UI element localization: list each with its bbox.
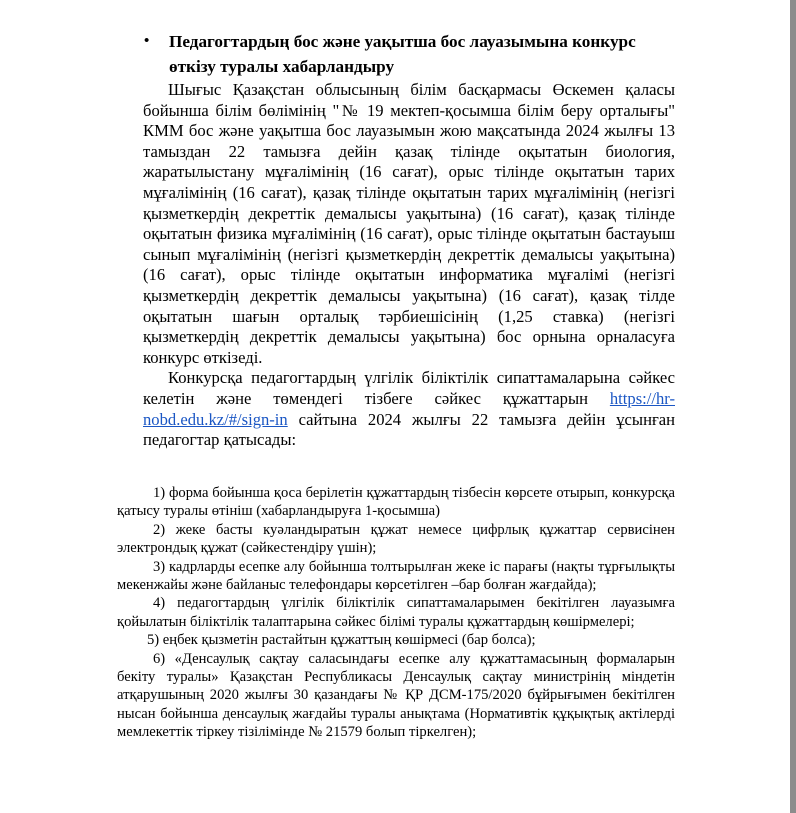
list-item: 3) кадрларды есепке алу бойынша толтырылған жеке іс парағы (нақты тұрғылықты мекенжайы және байланыс телефондары көрсетілген –бар болған жағдайда);: [117, 558, 675, 594]
hr-nobd-link[interactable]: https://hr-nobd.edu.kz/#/sign-in: [143, 388, 675, 429]
list-item: 5) еңбек қызметін растайтын құжаттың көшірмесі (бар болса);: [147, 632, 536, 649]
paragraph-requirements-end: сайтына 2024 жылғы 22 тамызға дейін ұсынған педагогтар қатысады:: [143, 409, 675, 450]
paragraph-requirements-start: Конкурсқа педагогтардың үлгілік біліктілік сипаттамаларына сәйкес келетін және төмендегі тізбеге сәйкес құжаттарын: [143, 368, 675, 408]
documents-list: [117, 484, 675, 742]
list-item: 4) педагогтардың үлгілік біліктілік сипаттамаларымен бекітілген лауазымға қойылатын біліктілік талаптарына сәйкес білімі туралы құжаттардың көшірмелері;: [117, 595, 675, 630]
paragraph-requirements: [143, 368, 675, 450]
list-item: 1) форма бойынша қоса берілетін құжаттардың тізбесін көрсете отырып, конкурсқа қатысу туралы өтініш (хабарландыруға 1-қосымша): [117, 485, 675, 520]
list-item: 2) жеке басты куәландыратын құжат немесе цифрлық құжаттар сервисінен электрондық құжат (сәйкестендіру үшін);: [117, 521, 675, 557]
paragraph-intro: Шығыс Қазақстан облысының білім басқармасы Өскемен қаласы бойынша білім бөлімінің "№ 19 мектеп-қосымша білім беру орталығы" КММ бос және уақытша бос лауазымын жою мақсатында 2024 жылғы 13 тамыздан 22 тамызға дейін қазақ тілінде оқытатын биология, жаратылыстану мұғалімінің (16 сағат), орыс тілінде оқытатын тарих мұғалімінің (16 сағат), қазақ тілінде оқытатын тарих мұғалімінің (негізгі қызметкердің декреттік демалысы уақытына) (16 сағат), қазақ тілінде оқытатын физика мұғалімінің (16 сағат), орыс тілінде оқытатын бастауыш сынып мұғалімінің (негізгі қызметкердің декреттік демалысы уақытына) (16 сағат), орыс тілінде оқытатын информатика мұғалімі (негізгі қызметкердің декреттік демалысы уақытына) (16 сағат), қазақ тілде оқытатын шағын орталық тәрбиешісінің (1,25 ставка) (негізгі қызметкердің декреттік демалысы уақытына) бос орнына орналасуға конкурс өткізеді.: [143, 80, 675, 367]
announcement-body: [143, 80, 675, 451]
heading-title: Педагогтардың бос және уақытша бос лауазымына конкурс өткізу туралы хабарландыру: [169, 32, 636, 76]
list-item: 6) «Денсаулық сақтау саласындағы есепке алу құжаттамасының формаларын бекіту туралы» Қазақстан Республикасы Денсаулық сақтау министрінің міндетін атқарушының 2020 жылғы 30 қазандағы № ҚР ДСМ-175/2020 бұйрығымен бекітілген нысан бойынша денсаулық жағдайы туралы анықтама (Нормативтік құқықтық актілерді мемлекеттік тіркеу тізілімінде № 21579 болып тіркелген);: [117, 650, 675, 741]
bullet-icon: •: [144, 33, 150, 49]
window-edge: [790, 0, 796, 813]
announcement-heading: [144, 29, 664, 79]
